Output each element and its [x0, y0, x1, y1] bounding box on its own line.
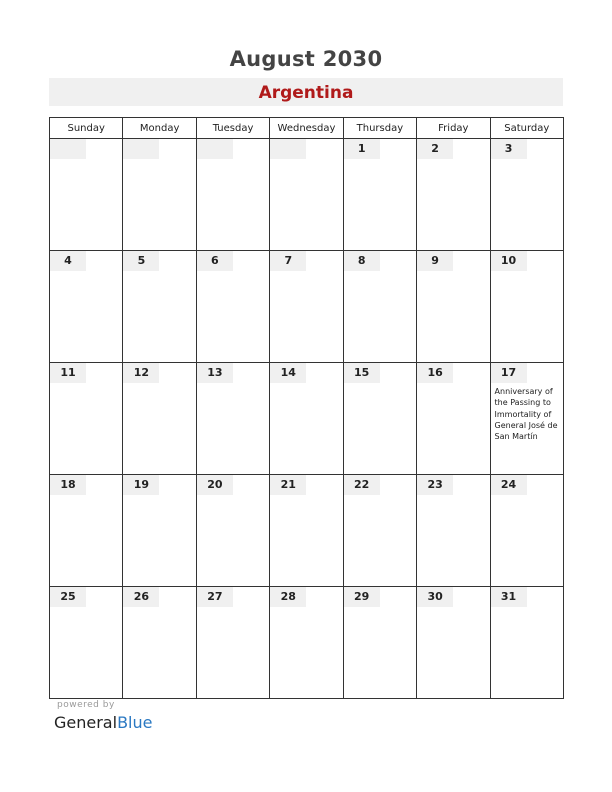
- empty-day-marker: [50, 139, 86, 159]
- empty-day-marker: [197, 139, 233, 159]
- day-cell: [50, 363, 123, 475]
- week-row: [50, 251, 564, 363]
- country-band: [49, 78, 563, 106]
- week-row: [50, 587, 564, 699]
- brand-blue: Blue: [117, 713, 153, 732]
- holiday-label: Anniversary of the Passing to Immortality of General José de San Martín: [494, 387, 558, 442]
- day-cell: [123, 139, 196, 251]
- day-cell: [50, 475, 123, 587]
- day-number: 6: [197, 251, 233, 271]
- generalblue-logo: [54, 713, 152, 732]
- day-cell: [270, 139, 343, 251]
- day-cell: [490, 475, 563, 587]
- day-number: 23: [417, 475, 453, 495]
- day-number: 2: [417, 139, 453, 159]
- day-number: 25: [50, 587, 86, 607]
- day-number: 19: [123, 475, 159, 495]
- day-number: 18: [50, 475, 86, 495]
- day-number: 21: [270, 475, 306, 495]
- page-title: August 2030: [229, 47, 383, 71]
- day-cell: [343, 251, 416, 363]
- day-number: 10: [491, 251, 527, 271]
- country-name: Argentina: [258, 83, 354, 103]
- day-cell: [50, 587, 123, 699]
- day-number: 20: [197, 475, 233, 495]
- weekday-tuesday: Tuesday: [196, 118, 269, 139]
- day-cell: [417, 363, 490, 475]
- day-number: 8: [344, 251, 380, 271]
- day-number: 28: [270, 587, 306, 607]
- day-number: 14: [270, 363, 306, 383]
- day-number: 3: [491, 139, 527, 159]
- weekday-thursday: Thursday: [343, 118, 416, 139]
- week-row: [50, 363, 564, 475]
- powered-by-label: powered by: [57, 700, 115, 710]
- day-cell: [123, 587, 196, 699]
- day-cell: [50, 251, 123, 363]
- weekday-wednesday: Wednesday: [270, 118, 343, 139]
- day-cell: [123, 363, 196, 475]
- day-number: 24: [491, 475, 527, 495]
- week-row: [50, 139, 564, 251]
- day-cell: [417, 251, 490, 363]
- day-cell: [417, 139, 490, 251]
- day-cell: [490, 363, 563, 475]
- day-cell: [270, 475, 343, 587]
- day-cell: [490, 139, 563, 251]
- day-number: 13: [197, 363, 233, 383]
- empty-day-marker: [123, 139, 159, 159]
- day-cell: [123, 251, 196, 363]
- day-number: 12: [123, 363, 159, 383]
- weekday-saturday: Saturday: [490, 118, 563, 139]
- weekday-header-row: [50, 118, 564, 139]
- day-number: 15: [344, 363, 380, 383]
- day-number: 5: [123, 251, 159, 271]
- day-number: 11: [50, 363, 86, 383]
- empty-day-marker: [270, 139, 306, 159]
- day-cell: [270, 251, 343, 363]
- day-cell: [490, 587, 563, 699]
- day-number: 29: [344, 587, 380, 607]
- day-cell: [343, 587, 416, 699]
- day-number: 4: [50, 251, 86, 271]
- weekday-friday: Friday: [417, 118, 490, 139]
- day-number: 26: [123, 587, 159, 607]
- day-cell: [196, 475, 269, 587]
- day-number: 9: [417, 251, 453, 271]
- day-cell: [196, 587, 269, 699]
- day-cell: [417, 475, 490, 587]
- day-cell: [270, 587, 343, 699]
- day-cell: [196, 139, 269, 251]
- day-number: 30: [417, 587, 453, 607]
- week-row: [50, 475, 564, 587]
- day-number: 7: [270, 251, 306, 271]
- day-cell: [196, 251, 269, 363]
- day-cell: [50, 139, 123, 251]
- day-cell: [270, 363, 343, 475]
- day-cell: [490, 251, 563, 363]
- day-number: 31: [491, 587, 527, 607]
- brand-general: General: [54, 713, 118, 732]
- day-cell: [123, 475, 196, 587]
- day-cell: [196, 363, 269, 475]
- weekday-sunday: Sunday: [50, 118, 123, 139]
- weekday-monday: Monday: [123, 118, 196, 139]
- calendar-grid: [49, 117, 564, 699]
- day-number: 17: [491, 363, 527, 383]
- day-number: 22: [344, 475, 380, 495]
- day-cell: [417, 587, 490, 699]
- day-number: 1: [344, 139, 380, 159]
- day-cell: [343, 475, 416, 587]
- day-cell: [343, 363, 416, 475]
- day-cell: [343, 139, 416, 251]
- day-number: 16: [417, 363, 453, 383]
- day-number: 27: [197, 587, 233, 607]
